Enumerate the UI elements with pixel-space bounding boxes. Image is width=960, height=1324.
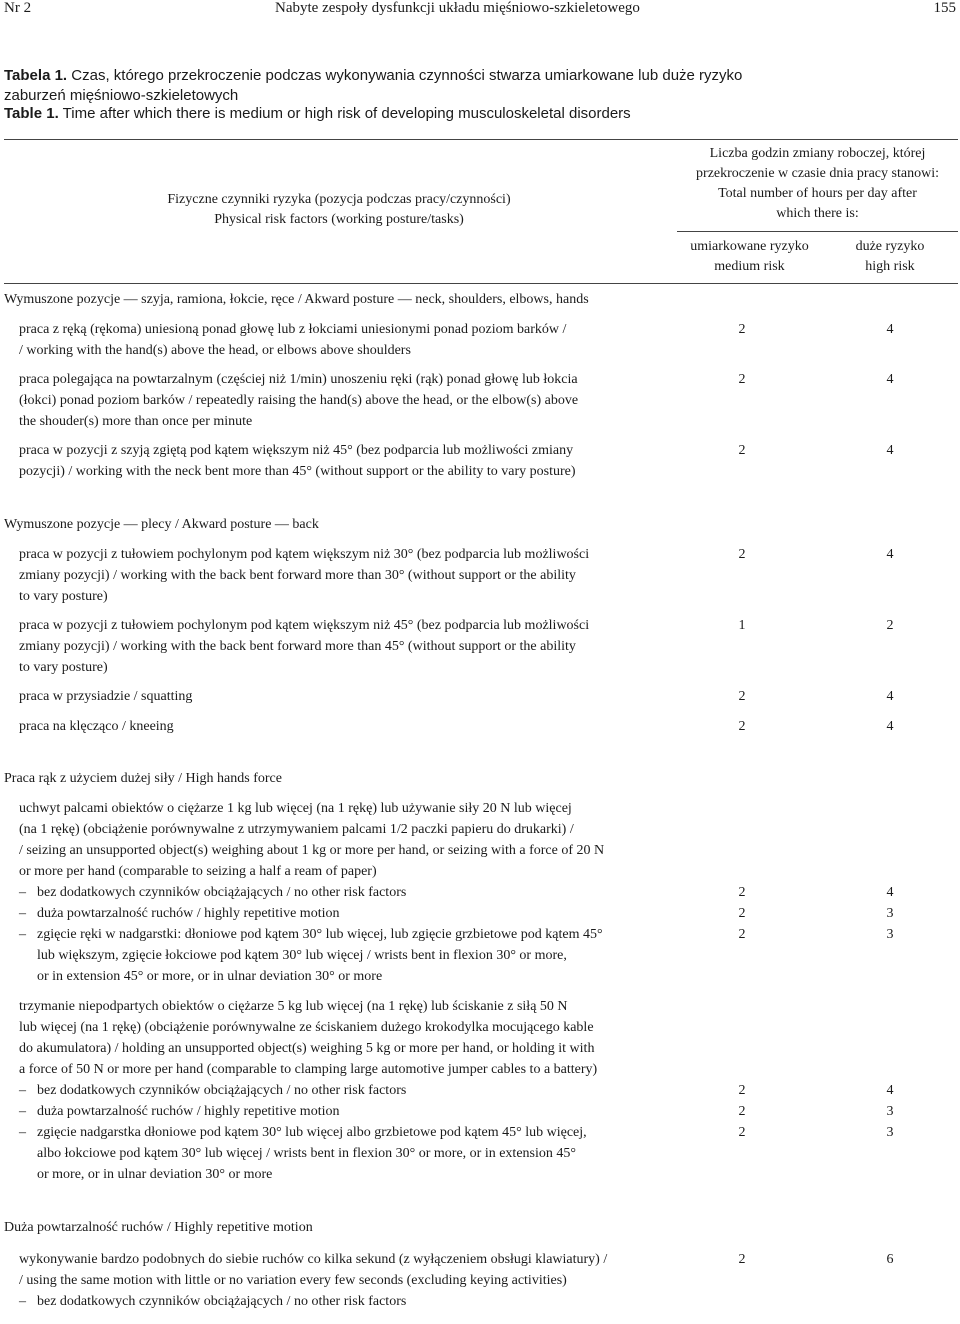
high-risk-hours: 3 (886, 927, 894, 942)
column-header-hours-line3: Total number of hours per day after (718, 186, 917, 201)
table-label-en: Table 1. (4, 105, 59, 122)
row-text-line: / seizing an unsupported object(s) weighing about 1 kg or more per hand, or seizing with a force of 20 N (19, 843, 605, 858)
medium-risk-hours: 2 (738, 1252, 746, 1267)
row-text-line: a force of 50 N or more per hand (comparable to clamping large automotive jumper cables to a battery) (19, 1062, 598, 1077)
row-text-line: praca na klęcząco / kneeing (19, 719, 174, 734)
medium-risk-hours: 2 (738, 1104, 746, 1119)
high-risk-hours: 4 (886, 1083, 894, 1098)
column-header-hours-line1: Liczba godzin zmiany roboczej, której (709, 146, 926, 161)
medium-risk-hours: 2 (738, 719, 746, 734)
column-header-factors-pl: Fizyczne czynniki ryzyka (pozycja podczas pracy/czynności) (167, 192, 511, 207)
medium-risk-hours: 2 (738, 372, 746, 387)
row-text-line: praca w pozycji z szyją zgiętą pod kątem większym niż 45° (bez podparcia lub możliwości zmiany (19, 443, 574, 458)
table-caption-en (4, 104, 631, 124)
header-sub-rule (677, 231, 958, 232)
row-text-line: bez dodatkowych czynników obciążających / no other risk factors (37, 1294, 407, 1309)
page-number: 155 (933, 0, 956, 16)
table-header-bottom-rule (4, 283, 958, 284)
column-header-high-risk (822, 237, 958, 277)
section-heading: Wymuszone pozycje — szyja, ramiona, łokcie, ręce / Akward posture — neck, shoulders, elbows, hands (4, 292, 589, 307)
table-caption-pl (4, 66, 742, 86)
row-text-line: wykonywanie bardzo podobnych do siebie ruchów co kilka sekund (z wyłączeniem obsługi klawiatury) / (19, 1252, 608, 1267)
medium-risk-hours: 2 (738, 443, 746, 458)
row-text-line: (łokci) ponad poziom barków / repeatedly raising the hand(s) above the head, or the elbow(s) above (19, 393, 579, 408)
list-dash: – (19, 927, 26, 942)
list-dash: – (19, 906, 26, 921)
row-text-line: pozycji) / working with the neck bent more than 45° (without support or the ability to vary posture) (19, 464, 576, 479)
row-text-line: zgięcie ręki w nadgarstki: dłoniowe pod kątem 30° lub więcej, lub zgięcie grzbietowe pod kątem 45° (37, 927, 603, 942)
column-header-factors (4, 190, 674, 230)
table-label-pl: Tabela 1. (4, 67, 68, 84)
column-header-medium-en: medium risk (714, 259, 785, 274)
row-text-line: duża powtarzalność ruchów / highly repetitive motion (37, 906, 340, 921)
high-risk-hours: 2 (886, 618, 894, 633)
list-dash: – (19, 1083, 26, 1098)
table-caption-pl-cont: zaburzeń mięśniowo-szkieletowych (4, 87, 239, 104)
list-dash: – (19, 885, 26, 900)
row-text-line: lub więcej (na 1 rękę) (obciążenie porównywalne ze ściskaniem dużego krokodylka mocującego kable (19, 1020, 594, 1035)
high-risk-hours: 3 (886, 1104, 894, 1119)
high-risk-hours: 4 (886, 372, 894, 387)
row-text-line: to vary posture) (19, 660, 108, 675)
medium-risk-hours: 2 (738, 1125, 746, 1140)
column-header-high-en: high risk (865, 259, 915, 274)
row-text-line: (na 1 rękę) (obciążenie porównywalne z utrzymywaniem palcami 1/2 paczki papieru do drukarki) / (19, 822, 574, 837)
row-text-line: / using the same motion with little or no variation every few seconds (excluding keying activities) (19, 1273, 567, 1288)
high-risk-hours: 4 (886, 547, 894, 562)
high-risk-hours: 4 (886, 689, 894, 704)
column-header-high-pl: duże ryzyko (855, 239, 925, 254)
high-risk-hours: 3 (886, 906, 894, 921)
medium-risk-hours: 2 (738, 689, 746, 704)
medium-risk-hours: 2 (738, 1083, 746, 1098)
row-text-line: duża powtarzalność ruchów / highly repetitive motion (37, 1104, 340, 1119)
medium-risk-hours: 2 (738, 927, 746, 942)
row-text-line: praca w przysiadzie / squatting (19, 689, 193, 704)
table-top-rule (4, 139, 958, 140)
column-header-medium-risk (677, 237, 822, 277)
column-header-medium-pl: umiarkowane ryzyko (690, 239, 809, 254)
column-header-hours-line2: przekroczenie w czasie dnia pracy stanowi: (696, 166, 939, 181)
medium-risk-hours: 1 (738, 618, 746, 633)
section-heading: Praca rąk z użyciem dużej siły / High hands force (4, 771, 282, 786)
high-risk-hours: 4 (886, 885, 894, 900)
row-text-line: zmiany pozycji) / working with the back bent forward more than 45° (without support or the ability (19, 639, 576, 654)
row-text-line: do akumulatora) / holding an unsupported object(s) weighing 5 kg or more per hand, or holding it with (19, 1041, 595, 1056)
medium-risk-hours: 2 (738, 906, 746, 921)
medium-risk-hours: 2 (738, 885, 746, 900)
column-header-factors-en: Physical risk factors (working posture/tasks) (214, 212, 464, 227)
row-text-line: / working with the hand(s) above the head, or elbows above shoulders (19, 343, 411, 358)
column-header-hours-line4: which there is: (776, 206, 859, 221)
row-text-line: lub większym, zgięcie łokciowe pod kątem 30° lub więcej / wrists bent in flexion 30° or more, (37, 948, 567, 963)
row-text-line: bez dodatkowych czynników obciążających / no other risk factors (37, 1083, 407, 1098)
row-text-line: praca w pozycji z tułowiem pochylonym pod kątem większym niż 45° (bez podparcia lub możliwości (19, 618, 590, 633)
row-text-line: albo łokciowe pod kątem 30° lub więcej / wrists bent in flexion 30° or more, or in extension 45° (37, 1146, 576, 1161)
row-text-line: or more per hand (comparable to seizing a half a ream of paper) (19, 864, 377, 879)
list-dash: – (19, 1294, 26, 1309)
row-text-line: the shouder(s) more than once per minute (19, 414, 253, 429)
list-dash: – (19, 1104, 26, 1119)
row-text-line: trzymanie niepodpartych obiektów o ciężarze 5 kg lub więcej (na 1 rękę) lub ściskanie z siłą 50 N (19, 999, 568, 1014)
row-text-line: praca z ręką (rękoma) uniesioną ponad głowę lub z łokciami uniesionymi ponad poziom barków / (19, 322, 567, 337)
page-header-journal-number: Nr 2 (4, 0, 32, 16)
high-risk-hours: 3 (886, 1125, 894, 1140)
table-caption-pl-text: Czas, którego przekroczenie podczas wykonywania czynności stwarza umiarkowane lub duże ryzyko (71, 67, 743, 84)
medium-risk-hours: 2 (738, 322, 746, 337)
row-text-line: to vary posture) (19, 589, 108, 604)
high-risk-hours: 6 (886, 1252, 894, 1267)
high-risk-hours: 4 (886, 719, 894, 734)
section-heading: Duża powtarzalność ruchów / Highly repetitive motion (4, 1220, 313, 1235)
row-text-line: zmiany pozycji) / working with the back bent forward more than 30° (without support or the ability (19, 568, 576, 583)
table-caption-en-text: Time after which there is medium or high risk of developing musculoskeletal disorders (62, 105, 631, 122)
row-text-line: bez dodatkowych czynników obciążających / no other risk factors (37, 885, 407, 900)
row-text-line: or more, or in ulnar deviation 30° or more (37, 1167, 273, 1182)
row-text-line: uchwyt palcami obiektów o ciężarze 1 kg lub więcej (na 1 rękę) lub używanie siły 20 N lub więcej (19, 801, 572, 816)
row-text-line: praca polegająca na powtarzalnym (częściej niż 1/min) unoszeniu ręki (rąk) ponad głowę lub łokcia (19, 372, 578, 387)
high-risk-hours: 4 (886, 443, 894, 458)
row-text-line: or in extension 45° or more, or in ulnar deviation 30° or more (37, 969, 383, 984)
list-dash: – (19, 1125, 26, 1140)
row-text-line: zgięcie nadgarstka dłoniowe pod kątem 30° lub więcej albo grzbietowe pod kątem 45° lub więcej, (37, 1125, 587, 1140)
column-header-hours (677, 144, 958, 224)
section-heading: Wymuszone pozycje — plecy / Akward posture — back (4, 517, 319, 532)
medium-risk-hours: 2 (738, 547, 746, 562)
row-text-line: praca w pozycji z tułowiem pochylonym pod kątem większym niż 30° (bez podparcia lub możliwości (19, 547, 590, 562)
page-header-title: Nabyte zespoły dysfunkcji układu mięśniowo-szkieletowego (275, 0, 640, 16)
high-risk-hours: 4 (886, 322, 894, 337)
